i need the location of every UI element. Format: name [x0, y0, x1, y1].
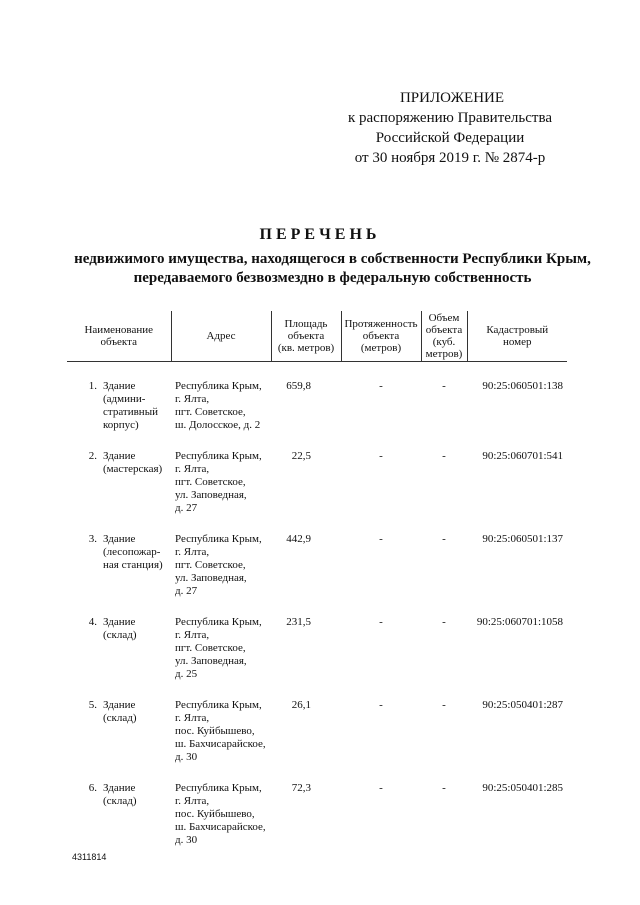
object-volume: - [442, 699, 446, 711]
header-area: Площадь объекта (кв. метров) [271, 311, 341, 362]
cadastral-number: 90:25:060701:541 [482, 450, 563, 462]
object-length: - [379, 699, 383, 711]
object-area: 22,5 [291, 450, 311, 462]
table-row [67, 616, 567, 681]
header-length: Протяженность объекта (метров) [341, 311, 421, 362]
cadastral-number: 90:25:050401:287 [482, 699, 563, 711]
object-volume: - [442, 616, 446, 628]
row-number: 2. [88, 450, 97, 462]
table-row [67, 380, 567, 432]
object-area: 442,9 [286, 533, 311, 545]
cadastral-number: 90:25:050401:285 [482, 782, 563, 794]
table-header [67, 311, 567, 362]
name-cell [67, 533, 171, 598]
table-row [67, 699, 567, 764]
object-area: 659,8 [286, 380, 311, 392]
row-spacer-cell [67, 432, 567, 450]
object-address: Республика Крым, г. Ялта, пос. Куйбышево, ш. Бахчисарайское, д. 30 [175, 782, 266, 846]
object-length: - [379, 782, 383, 794]
cadastral-number: 90:25:060501:138 [482, 380, 563, 392]
row-number: 4. [88, 616, 97, 628]
row-spacer-cell [67, 764, 567, 782]
list-subtitle: недвижимого имущества, находящегося в собственности Республики Крым, передаваемого безвозмездно в федеральную собственность [74, 251, 591, 286]
row-spacer [67, 681, 567, 699]
property-table-wrapper [67, 311, 567, 847]
object-area: 231,5 [286, 616, 311, 628]
object-address: Республика Крым, г. Ялта, пгт. Советское, ш. Долосское, д. 2 [175, 380, 262, 431]
table-row [67, 533, 567, 598]
row-spacer-cell [67, 362, 567, 381]
list-title: ПЕРЕЧЕНЬ [259, 226, 381, 243]
cadastral-number: 90:25:060501:137 [482, 533, 563, 545]
row-number: 1. [88, 380, 97, 392]
header-name: Наименование объекта [67, 311, 171, 362]
appendix-title: ПРИЛОЖЕНИЕ [399, 90, 505, 106]
row-number: 3. [88, 533, 97, 545]
name-cell [67, 782, 171, 847]
header-address: Адрес [171, 311, 271, 362]
table-row [67, 782, 567, 847]
object-name: Здание (админи- стративный корпус) [103, 380, 158, 431]
appendix-block [330, 88, 570, 168]
footer-code: 4311814 [72, 852, 107, 862]
row-spacer [67, 598, 567, 616]
row-spacer [67, 515, 567, 533]
object-name: Здание (склад) [103, 699, 137, 724]
appendix-line-3: от 30 ноября 2019 г. № 2874-р [354, 150, 546, 166]
object-name: Здание (лесопожар- ная станция) [103, 533, 163, 571]
header-volume: Объем объекта (куб. метров) [421, 311, 467, 362]
object-name: Здание (склад) [103, 616, 137, 641]
object-volume: - [442, 450, 446, 462]
object-area: 26,1 [291, 699, 311, 711]
object-volume: - [442, 782, 446, 794]
row-spacer-cell [67, 515, 567, 533]
object-area: 72,3 [291, 782, 311, 794]
row-number: 5. [88, 699, 97, 711]
name-cell [67, 380, 171, 432]
table-body [67, 362, 567, 848]
appendix-line-2: Российской Федерации [375, 130, 525, 146]
object-name: Здание (склад) [103, 782, 137, 807]
object-length: - [379, 380, 383, 392]
header-cadastral: Кадастровый номер [467, 311, 567, 362]
row-spacer [67, 362, 567, 381]
object-volume: - [442, 380, 446, 392]
appendix-line-1: к распоряжению Правительства [347, 110, 552, 126]
name-cell [67, 450, 171, 515]
name-cell [67, 699, 171, 764]
row-spacer [67, 432, 567, 450]
row-spacer [67, 764, 567, 782]
object-length: - [379, 533, 383, 545]
cadastral-number: 90:25:060701:1058 [476, 616, 563, 628]
property-table [67, 311, 567, 847]
name-cell [67, 616, 171, 681]
object-name: Здание (мастерская) [103, 450, 163, 475]
row-spacer-cell [67, 598, 567, 616]
table-row [67, 450, 567, 515]
object-address: Республика Крым, г. Ялта, пгт. Советское, ул. Заповедная, д. 25 [175, 616, 262, 680]
object-address: Республика Крым, г. Ялта, пгт. Советское, ул. Заповедная, д. 27 [175, 533, 262, 597]
object-length: - [379, 616, 383, 628]
object-address: Республика Крым, г. Ялта, пгт. Советское, ул. Заповедная, д. 27 [175, 450, 262, 514]
object-address: Республика Крым, г. Ялта, пос. Куйбышево, ш. Бахчисарайское, д. 30 [175, 699, 266, 763]
object-length: - [379, 450, 383, 462]
row-number: 6. [88, 782, 97, 794]
object-volume: - [442, 533, 446, 545]
row-spacer-cell [67, 681, 567, 699]
